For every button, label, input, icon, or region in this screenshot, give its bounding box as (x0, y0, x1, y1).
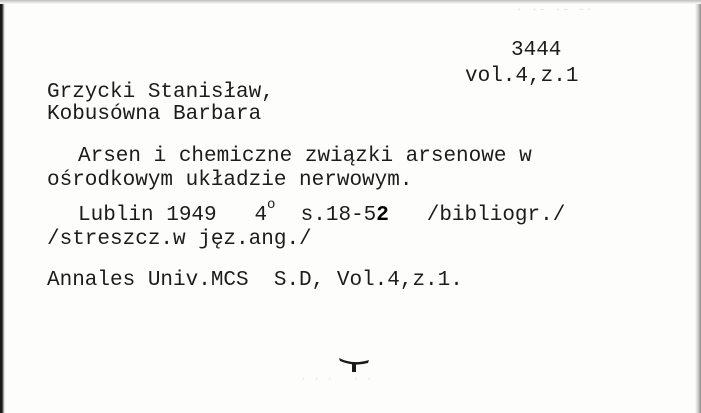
page-range: s.18-52 (300, 204, 389, 227)
card-top-edge (0, 0, 701, 4)
place-year: Lublin 1949 (78, 204, 217, 227)
volume-reference: vol.4,z.1 (465, 65, 579, 88)
show-through-bottom: · · · · · (300, 374, 373, 386)
format-size: 4$^o$ (254, 197, 276, 227)
author-line-1: Grzycki Stanisław, (47, 81, 274, 104)
title-line-1: Arsen i chemiczne związki arsenowe w (78, 145, 532, 168)
imprint-line (78, 197, 566, 227)
hole-mark-icon (337, 355, 373, 375)
summary-note: /streszcz.w jęz.ang./ (47, 228, 312, 251)
show-through-top: · ·- ·- -· (515, 2, 594, 17)
bibliography-note: /bibliogr./ (426, 204, 566, 227)
author-line-2: Kobusówna Barbara (47, 103, 262, 126)
title-line-2: ośrodkowym układzie nerwowym. (47, 169, 413, 192)
journal-line: Annales Univ.MCS S.D, Vol.4,z.1. (47, 269, 463, 292)
card-right-edge (695, 0, 701, 413)
call-number: 3444 (511, 39, 562, 62)
card-left-edge (0, 0, 5, 413)
